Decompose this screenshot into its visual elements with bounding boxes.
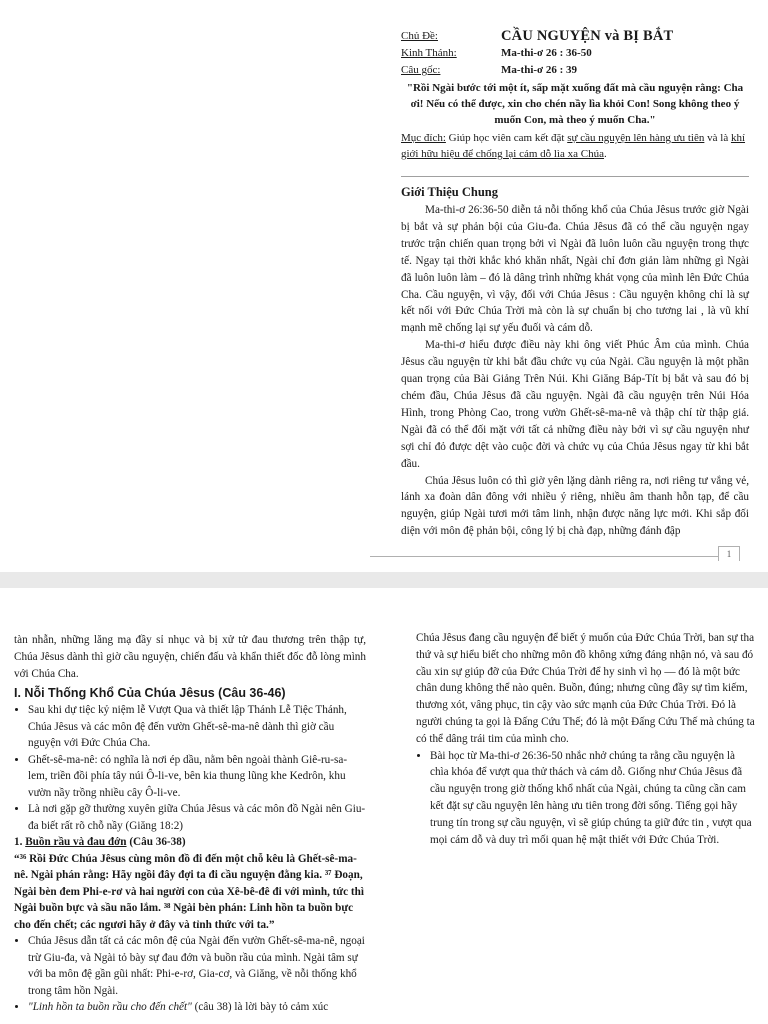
list-item: • Ghết-sê-ma-nê: có nghĩa là nơi ép dầu, nằm bên ngoài thành Giê-ru-sa-lem, triền đồi phía tây núi Ô-li-ve, bên kia thung lũng khe Kedrôn, khu vườn nầy trồng nhiều cây Ô-li-ve.: [28, 752, 366, 802]
key-verse-label: Câu gốc:: [401, 64, 441, 76]
purpose-text-e: .: [604, 148, 607, 160]
topic-row: [401, 28, 749, 45]
quote-rest: (câu 38) là lời bày tỏ cảm xúc: [191, 1001, 329, 1014]
lesson-column: [401, 28, 749, 540]
intro-paragraph: Chúa Jêsus luôn có thì giờ yên lặng dành riêng ra, nơi riêng tư vắng vẻ, lánh xa đoàn dân đông với nhiều ý riêng, nhiều âm thanh hỗn tạp, để cầu nguyện, giúp Ngài tươi mới tâm linh, nhận được năng lực mới. Khi sắp đối diện với môn đệ phản bội, công lý bị chà đạp, những đánh đập: [401, 474, 749, 538]
key-verse-text: "Rồi Ngài bước tới một ít, sấp mặt xuống đất mà cầu nguyện rằng: Cha ơi! Nếu có thể được, xin cho chén nầy lìa khỏi Con! Song không theo ý muốn Con, mà theo ý muốn Cha.": [406, 82, 744, 126]
purpose-text-c: và là: [704, 132, 731, 144]
scripture-value: Ma-thi-ơ 26 : 36-50: [501, 47, 592, 59]
left-column: [14, 632, 366, 1016]
subsection-heading: [14, 834, 366, 851]
list-item: • Sau khi dự tiệc kỷ niệm lễ Vượt Qua và thiết lập Thánh Lễ Tiệc Thánh, Chúa Jêsus và các môn đệ đến vườn Ghết-sê-ma-nê dành thì giờ cầu nguyện với Đức Chúa Cha.: [28, 702, 366, 752]
bullet-list-2: [14, 933, 366, 1016]
continuation-text: Chúa Jêsus đang cầu nguyện để biết ý muốn của Đức Chúa Trời, ban sự tha thứ và sự hiểu biết cho những môn đồ không xứng đáng nhận nó, và sau đó cầu xin sự giúp đỡ của Đức Chúa Trời để hy sinh vì họ — đó là một bức chân dung không thể nào quên. Buồn, đúng; nhưng cũng đầy sự tìm kiếm, thương xót, vâng phục, tin cậy vào sức mạnh của Đức Chúa Trời. Đó là người chúng ta gọi là Đấng Cứu Thế; đó là một Đấng Cứu Thế mà chúng ta có thể dâng trái tim của mình cho.: [416, 632, 755, 745]
bullet-list: [416, 748, 756, 849]
page-number: 1: [718, 546, 740, 561]
quote-italic: "Linh hồn ta buồn rầu cho đến chết": [28, 1001, 192, 1014]
intro-paragraph: Ma-thi-ơ 26:36-50 diễn tả nỗi thống khổ của Chúa Jêsus trước giờ Ngài bị bắt và sự phản bội của Giu-đa. Chúa Jêsus đã có thể cầu nguyện ngay trước trận chiến quan trọng bởi vì Ngài đã luôn luôn cầu nguyện trong thực tế. Ngay tại thời khắc khó khăn nhất, Ngài chỉ đơn giản làm những gì Ngài đã luôn luôn làm – đó là dâng trình những khát vọng của mình lên Đức Chúa Cha. Cầu nguyện, vì vậy, đối với Chúa Jêsus : Cầu nguyện không chỉ là sự kết nối với Đức Chúa Trời mà còn là sự chuẩn bị cho tương lai , là vũ khí mạnh mẽ chống lại sự yếu đuối và cám dỗ.: [401, 204, 749, 335]
topic-title: CẦU NGUYỆN và BỊ BẮT: [501, 28, 674, 44]
key-verse-value: Ma-thi-ơ 26 : 39: [501, 64, 578, 76]
divider: [401, 176, 749, 177]
page-footer: [0, 548, 768, 562]
list-item: • Là nơi gặp gỡ thường xuyên giữa Chúa Jêsus và các môn đồ Ngài nên Giu-đa biết rất rõ chỗ nầy (Giăng 18:2): [28, 801, 366, 834]
subsection-title: Buồn rầu và đau đớn: [25, 836, 127, 849]
intro-title: Giới Thiệu Chung: [401, 185, 499, 199]
subsection-ref: (Câu 36-38): [126, 836, 186, 849]
intro-paragraph: Ma-thi-ơ hiểu được điều này khi ông viết Phúc Âm của mình. Chúa Jêsus cầu nguyện từ khi bắt đầu chức vụ của Ngài. Cầu nguyện là một phần quan trọng của Bài Giảng Trên Núi. Khi Giăng Báp-Tít bị bắt và sau đó bị chém đầu, Chúa Jêsus đã cầu nguyện. Ngài đã cầu nguyện trên Núi Hóa Hình, trong Phòng Cao, trong vườn Ghết-sê-ma-nê và thập chí từ thập giá. Ngài đã có thể đối mặt với tất cả những điều này bởi vì sự cầu nguyện như sợi chỉ đỏ được dệt vào cuộc đời và chức vụ của Chúa Jêsus ngay từ khi bắt đầu.: [401, 339, 749, 470]
key-verse-row: [401, 62, 749, 79]
list-item: [28, 999, 366, 1016]
list-item: • Bài học từ Ma-thi-ơ 26:36-50 nhắc nhở chúng ta rằng cầu nguyện là chìa khóa để vượt qua thử thách và cám dỗ. Giống như Chúa Jêsus đã cầu nguyện trong giờ thống khổ nhất của Ngài, chúng ta cũng cần cam kết đặt sự cầu nguyện lên hàng ưu tiên trong đời sống. Tiếng gọi hãy trung tín trong sự cầu nguyện, vì sẽ giúp chúng ta giữ đức tin , vượt qua mọi cám dỗ và duy trì mối quan hệ mật thiết với Đức Chúa Trời.: [430, 748, 756, 849]
topic-label: Chủ Đề:: [401, 30, 438, 42]
document-page-2: [0, 588, 768, 1024]
footer-rule: [370, 556, 728, 557]
right-column: [416, 630, 756, 848]
purpose-text-b: sự cầu nguyện lên hàng ưu tiên: [567, 132, 705, 144]
bullet-list: [14, 702, 366, 834]
scripture-quote: “³⁶ Rồi Đức Chúa Jêsus cùng môn đồ đi đến một chỗ kêu là Ghết-sê-ma-nê. Ngài phán rằng: Hãy ngồi đây đợi ta đi cầu nguyện đằng kia. ³⁷ Đoạn, Ngài bèn đem Phi-e-rơ và hai người con của Xê-bê-đê đi với mình, tức thì Ngài buồn bực và sầu não lắm. ³⁸ Ngài bèn phán: Linh hồn ta buồn bực cho đến chết; các ngươi hãy ở đây và tỉnh thức với ta.”: [14, 852, 364, 931]
section-heading: I. Nỗi Thống Khổ Của Chúa Jêsus (Câu 36-46): [14, 685, 286, 700]
subsection-number: 1.: [14, 836, 26, 849]
list-item: • Chúa Jêsus dẫn tất cả các môn đệ của Ngài đến vườn Ghết-sê-ma-nê, ngoại trừ Giu-đa, và Ngài tỏ bày sự đau đớn và buồn rầu của mình. Ngài tâm sự với ba môn đệ gần gũi nhất: Phi-e-rơ, Gia-cơ, và Giăng, về nỗi thống khổ trong tâm hồn Ngài.: [28, 933, 366, 999]
scripture-label: Kinh Thánh:: [401, 47, 457, 59]
purpose-text-d: khí giới hữu hiệu để chống lại cám dỗ lìa xa Chúa: [401, 132, 746, 160]
purpose-text-a: Giúp học viên cam kết đặt: [445, 132, 568, 144]
purpose-statement: [401, 130, 749, 162]
scripture-row: [401, 45, 749, 62]
continuation-text: tàn nhẫn, những lăng mạ đầy sỉ nhục và bị xử tử đau thương trên thập tự, Chúa Jêsus dành thì giờ cầu nguyện, chiến đấu và khẩn thiết đốc đỗ lòng mình với Chúa Cha.: [14, 634, 366, 680]
purpose-label: Mục đích:: [401, 132, 446, 144]
